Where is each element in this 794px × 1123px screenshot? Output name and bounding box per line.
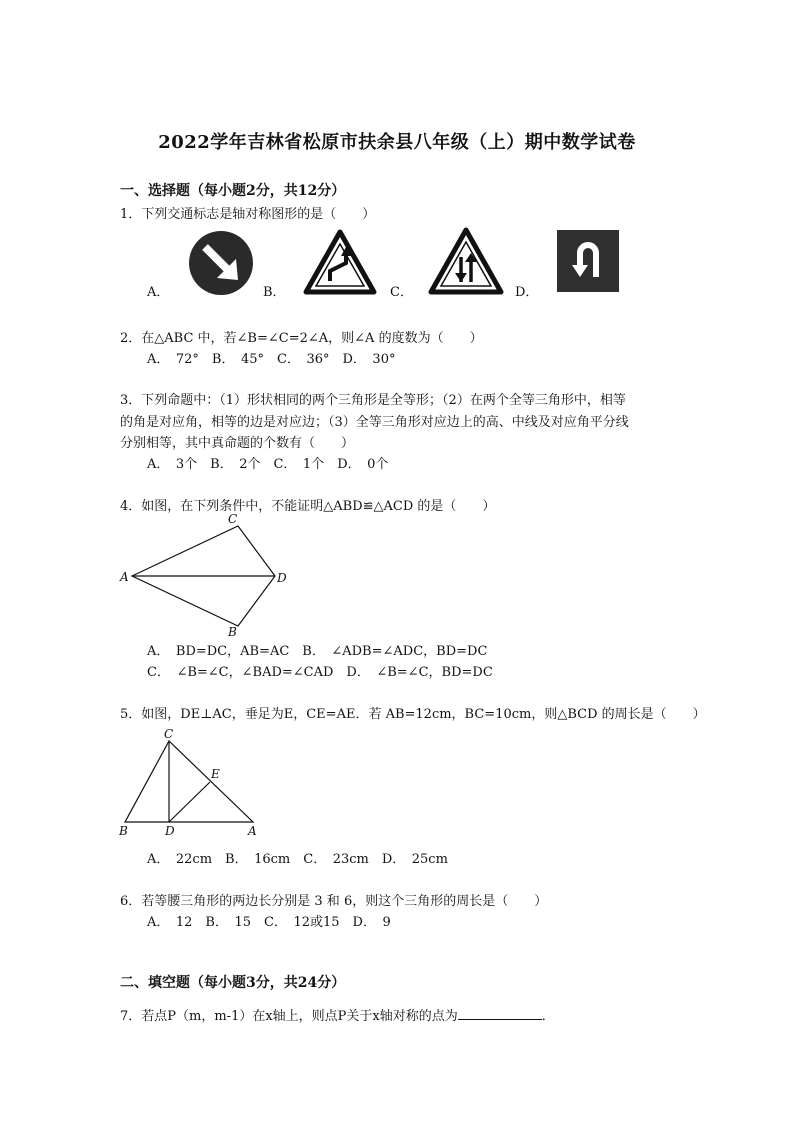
section-heading-fill-blank: 二、填空题（每小题3分，共24分） [120,975,346,991]
q4-point-d: D [277,571,287,585]
q1-label-b: B． [263,285,286,300]
q5-point-b: B [119,824,128,838]
page-title: 2022学年吉林省松原市扶余县八年级（上）期中数学试卷 [158,132,636,153]
q4-point-b: B [228,625,237,639]
q1-label-c: C． [390,285,413,300]
question-3-line-3: 分别相等，其中真命题的个数有（ ） [120,436,355,451]
q5-triangle-figure [115,724,265,840]
section-heading-choice: 一、选择题（每小题2分，共12分） [120,183,346,199]
sign-c-two-way-traffic-icon [428,227,504,295]
q5-point-e: E [211,767,220,781]
question-7-stem [120,1005,555,1024]
q4-quadrilateral-figure [115,508,295,640]
q1-label-a: A． [147,285,170,300]
question-1-stem: 1．下列交通标志是轴对称图形的是（ ） [120,207,376,222]
question-7-text: 7．若点P（m，m-1）在x轴上，则点P关于x轴对称的点为 [120,1009,458,1024]
question-2-stem: 2．在△ABC 中，若∠B=∠C=2∠A，则∠A 的度数为（ ） [120,331,483,346]
question-7-end: ． [541,1009,555,1024]
q4-point-a: A [120,570,129,584]
question-4-options-line-1: A． BD=DC，AB=AC B． ∠ADB=∠ADC，BD=DC [147,644,488,659]
sign-d-u-turn-icon [556,229,620,293]
sign-b-winding-road-icon [303,229,377,295]
question-6-options: A． 12 B． 15 C． 12或15 D． 9 [147,915,391,930]
question-6-stem: 6．若等腰三角形的两边长分别是 3 和 6，则这个三角形的周长是（ ） [120,894,548,909]
q5-point-d: D [165,824,175,838]
question-4-stem: 4．如图，在下列条件中，不能证明△ABD≌△ACD 的是（ ） [120,499,496,514]
question-7-answer-blank[interactable] [458,1007,542,1020]
sign-a-keep-right-icon [188,230,254,296]
q1-label-d: D． [515,285,539,300]
question-3-line-1: 3．下列命题中：（1）形状相同的两个三角形是全等形；（2）在两个全等三角形中，相等 [120,393,626,408]
q4-point-c: C [228,512,238,526]
question-3-options: A． 3个 B． 2个 C． 1个 D． 0个 [147,457,389,472]
q5-point-a: A [248,824,257,838]
question-5-options: A． 22cm B． 16cm C． 23cm D． 25cm [147,852,448,867]
question-4-options-line-2: C． ∠B=∠C，∠BAD=∠CAD D． ∠B=∠C，BD=DC [147,665,493,680]
question-2-options: A． 72° B． 45° C． 36° D． 30° [147,352,396,367]
question-3-line-2: 的角是对应角，相等的边是对应边；（3）全等三角形对应边上的高、中线及对应角平分线 [120,415,629,430]
q5-point-c: C [164,727,174,741]
question-5-stem: 5．如图，DE⊥AC，垂足为E，CE=AE．若 AB=12cm，BC=10cm，则△BCD 的周长是（ ） [120,707,706,722]
